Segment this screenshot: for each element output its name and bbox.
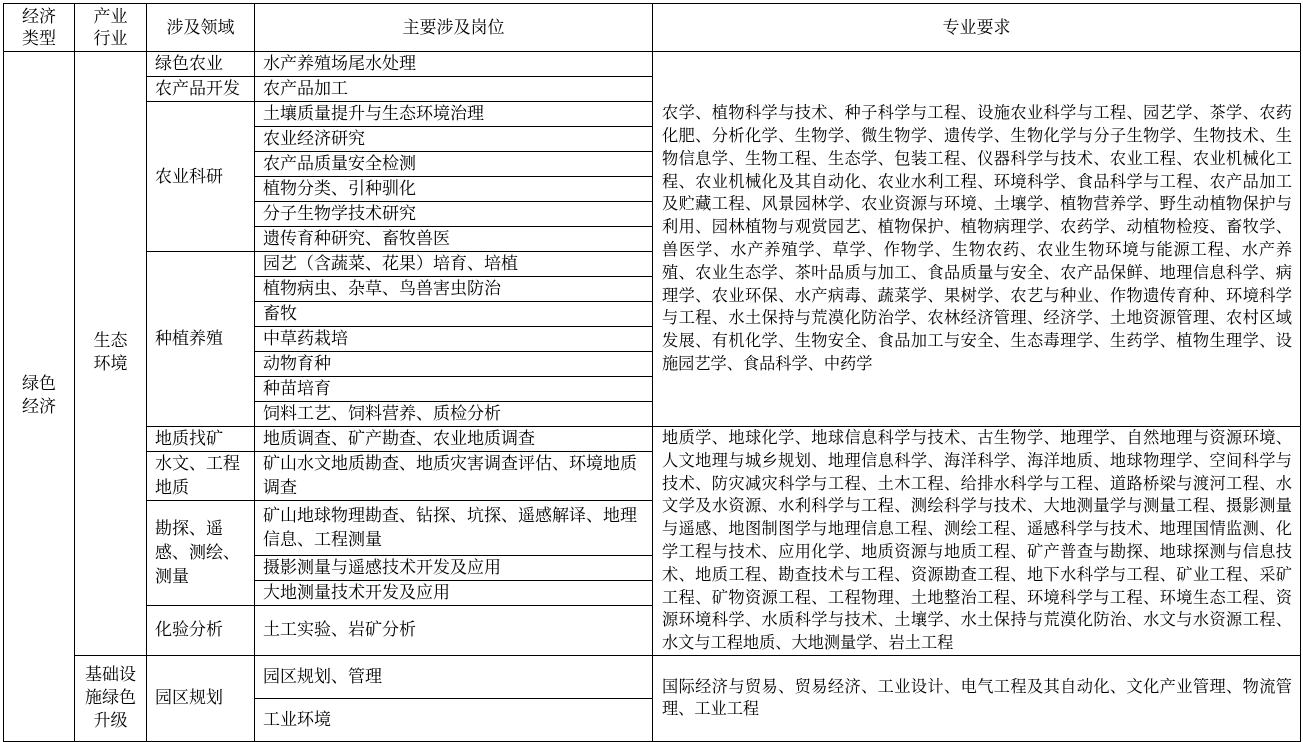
- position-cell: 园区规划、管理: [255, 655, 653, 698]
- position-cell: 中草药栽培: [255, 327, 653, 352]
- field-agri-product-development: 农产品开发: [147, 77, 255, 102]
- field-green-agriculture: 绿色农业: [147, 52, 255, 77]
- requirements-infrastructure: 国际经济与贸易、贸易经济、工业设计、电气工程及其自动化、文化产业管理、物流管理、工业工程: [653, 655, 1301, 741]
- field-lab-analysis: 化验分析: [147, 605, 255, 655]
- table-row: [4, 655, 1301, 698]
- header-economy-type: 经济 类型: [4, 4, 75, 52]
- position-cell: 畜牧: [255, 302, 653, 327]
- header-field: 涉及领域: [147, 4, 255, 52]
- header-row: [4, 4, 1301, 52]
- position-cell: 土工实验、岩矿分析: [255, 605, 653, 655]
- position-cell: 饲料工艺、饲料营养、质检分析: [255, 402, 653, 427]
- position-cell: 动物育种: [255, 352, 653, 377]
- position-cell: 分子生物学技术研究: [255, 202, 653, 227]
- position-cell: 植物分类、引种驯化: [255, 177, 653, 202]
- table-row: [4, 52, 1301, 77]
- position-cell: 植物病虫、杂草、鸟兽害虫防治: [255, 277, 653, 302]
- position-cell: 土壤质量提升与生态环境治理: [255, 102, 653, 127]
- industry-infrastructure-cell: 基础设 施绿色 升级: [75, 655, 147, 741]
- position-cell: 摄影测量与遥感技术开发及应用: [255, 555, 653, 580]
- position-cell: 矿山地球物理勘查、钻探、坑探、遥感解译、地理信息、工程测量: [255, 501, 653, 556]
- position-cell: 地质调查、矿产勘查、农业地质调查: [255, 427, 653, 452]
- position-cell: 大地测量技术开发及应用: [255, 580, 653, 605]
- field-hydro-geology: 水文、工程 地质: [147, 452, 255, 501]
- position-cell: 农产品加工: [255, 77, 653, 102]
- field-park-planning: 园区规划: [147, 655, 255, 741]
- requirements-geology: 地质学、地球化学、地球信息科学与技术、古生物学、地理学、自然地理与资源环境、人文地理与城乡规划、地理信息科学、海洋科学、海洋地质、地球物理学、空间科学与技术、防灾减灾科学与工程、土木工程、给排水科学与工程、道路桥梁与渡河工程、水文学及水资源、水利科学与工程、测绘科学与技术、大地测量学与测量工程、摄影测量与遥感、地图制图学与地理信息工程、测绘工程、遥感科学与技术、地理国情监测、化学工程与技术、应用化学、地质资源与地质工程、矿产普查与勘探、地球探测与信息技术、地质工程、勘查技术与工程、资源勘查工程、地下水科学与工程、矿业工程、采矿工程、矿物资源工程、工程物理、土地整治工程、环境科学与工程、环境生态工程、资源环境科学、水质科学与技术、土壤学、水土保持与荒漠化防治、水文与水资源工程、水文与工程地质、大地测量学、岩土工程: [653, 427, 1301, 656]
- position-cell: 水产养殖场尾水处理: [255, 52, 653, 77]
- position-cell: 矿山水文地质勘查、地质灾害调查评估、环境地质调查: [255, 452, 653, 501]
- header-industry: 产业 行业: [75, 4, 147, 52]
- field-planting-breeding: 种植养殖: [147, 252, 255, 427]
- position-cell: 园艺（含蔬菜、花果）培育、培植: [255, 252, 653, 277]
- field-agri-research: 农业科研: [147, 102, 255, 252]
- industry-ecology-cell: 生态 环境: [75, 52, 147, 656]
- position-cell: 种苗培育: [255, 377, 653, 402]
- header-positions: 主要涉及岗位: [255, 4, 653, 52]
- field-survey-mapping: 勘探、遥 感、测绘、 测量: [147, 501, 255, 606]
- header-requirements: 专业要求: [653, 4, 1301, 52]
- position-cell: 遗传育种研究、畜牧兽医: [255, 227, 653, 252]
- position-cell: 农产品质量安全检测: [255, 152, 653, 177]
- majors-table: [3, 3, 1301, 742]
- economy-type-cell: 绿色 经济: [4, 52, 75, 742]
- table-row: [4, 427, 1301, 452]
- position-cell: 工业环境: [255, 698, 653, 741]
- field-geo-prospecting: 地质找矿: [147, 427, 255, 452]
- position-cell: 农业经济研究: [255, 127, 653, 152]
- requirements-agriculture: 农学、植物科学与技术、种子科学与工程、设施农业科学与工程、园艺学、茶学、农药化肥、分析化学、生物学、微生物学、遗传学、生物化学与分子生物学、生物技术、生物信息学、生物工程、生态学、包装工程、仪器科学与技术、农业工程、农业机械化工程、农业机械化及其自动化、农业水利工程、环境科学、食品科学与工程、农产品加工及贮藏工程、风景园林学、农业资源与环境、土壤学、植物营养学、野生动植物保护与利用、园林植物与观赏园艺、植物保护、植物病理学、农药学、动植物检疫、畜牧学、兽医学、水产养殖学、草学、作物学、生物农药、农业生物环境与能源工程、水产养殖、农业生态学、茶叶品质与加工、食品质量与安全、农产品保鲜、地理信息科学、病理学、农业环保、水产病毒、蔬菜学、果树学、农艺与种业、作物遗传育种、环境科学与工程、水土保持与荒漠化防治学、农林经济管理、经济学、土地资源管理、农村区域发展、有机化学、生物安全、食品加工与安全、生态毒理学、生药学、植物生理学、设施园艺学、食品科学、中药学: [653, 52, 1301, 427]
